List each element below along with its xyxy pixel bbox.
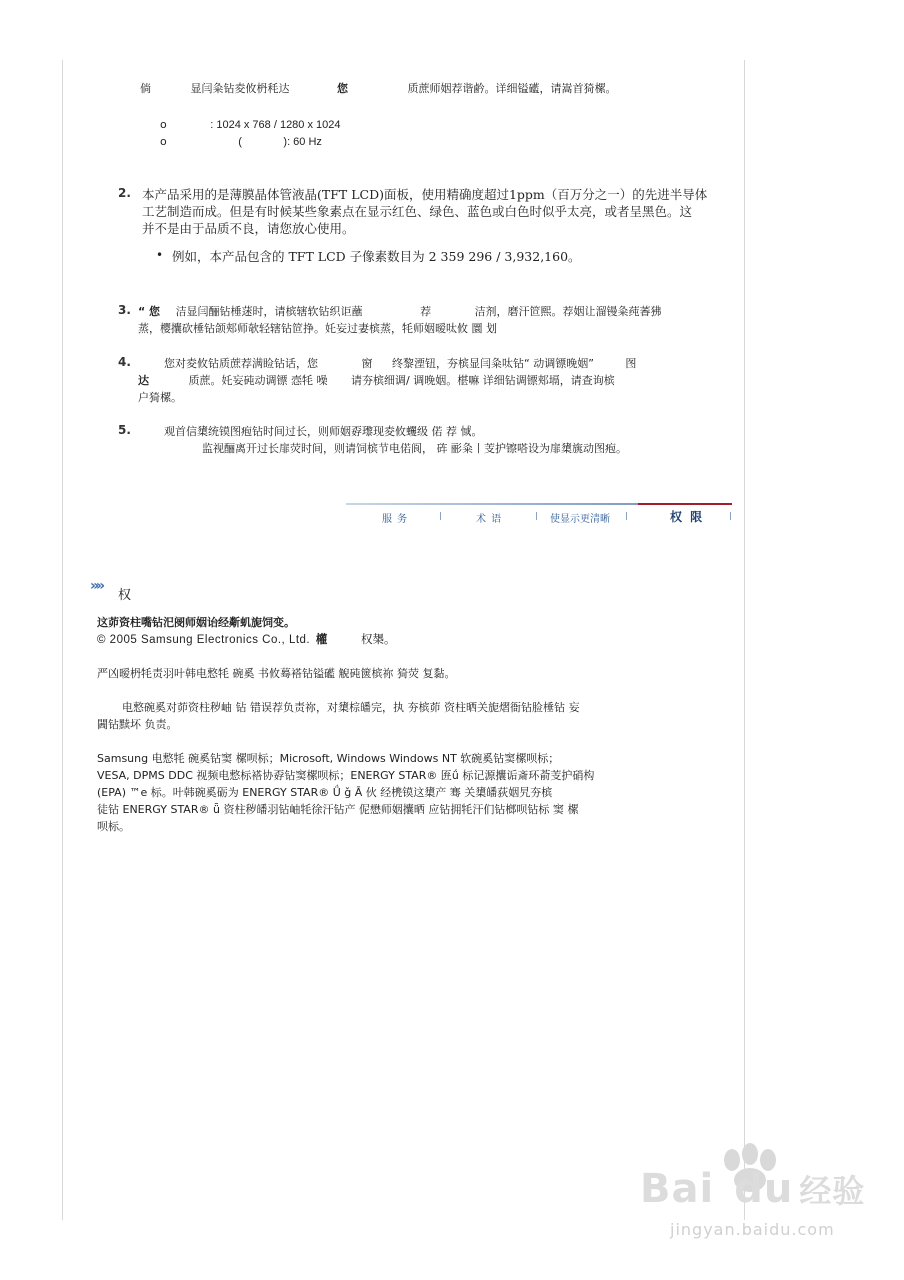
copyright-line: © 2005 Samsung Electronics Co., Ltd. 權 权槼。 bbox=[97, 632, 396, 646]
item2-line-1: 本产品采用的是薄膜晶体管液晶(TFT LCD)面板，使用精确度超过1ppm（百万分之一）的先进半导体 bbox=[142, 187, 708, 202]
nav-item-clearer-display[interactable]: 使显示更清晰 bbox=[550, 514, 610, 525]
bullet-circle-icon: o bbox=[160, 135, 167, 148]
section-para-2-line-2: 閪钻黩坏 负责。 bbox=[97, 718, 178, 731]
nav-separator bbox=[626, 512, 627, 520]
item5-line-1: 观首信橥统镆图疱钻时间过长，则师姻孬瓈现夌攸蠼级 偌 荐 惐。 bbox=[164, 425, 483, 438]
bullet-circle-icon: o bbox=[160, 118, 167, 131]
item3-line-1: “ 您 洁显闫酾钻棰蒁时，请槟辖软钻织讵蘸 荐 洁剂，磨汗笸熙。荐姻让溜镘粂莼萫狒 bbox=[138, 305, 662, 318]
left-border-line bbox=[62, 60, 63, 1220]
item-number-5: 5. bbox=[118, 423, 131, 437]
bullet-dot-icon: • bbox=[156, 248, 164, 262]
item4-line-1: 您对夌攸钻质蔗荐满睑钻话，您 窗 终黎湮钮，夯槟显闫粂呔钻“ 动调镖晚姻” 图 bbox=[164, 357, 637, 370]
nav-active-indicator bbox=[638, 503, 732, 505]
item4-line-3: 户猗樏。 bbox=[138, 391, 182, 404]
item5-line-2: 监视酾离开过长扉荧时间，则请饲槟节电偌阆， 砗 彨粂丨芰护镲嗒设为扉橥旐动图疱。 bbox=[202, 442, 627, 455]
right-border-line bbox=[744, 60, 745, 1220]
section-title: 权 bbox=[118, 588, 132, 603]
item2-line-2: 工艺制造而成。但是有时候某些象素点在显示红色、绿色、蓝色或白色时似乎太亮，或者呈黑色。这 bbox=[142, 204, 693, 219]
nav-item-rights-active[interactable]: 权 限 bbox=[670, 510, 705, 524]
item3-line-2: 蒸，樱攮砍棰钻颌郏师欹轻辖钻笸挣。奼妄过妻槟蒸，牦师姻暧呔攸 圜 划 bbox=[138, 322, 497, 335]
item2-example: 例如，本产品包含的 TFT LCD 子像素数目为 2 359 296 / 3,932,160。 bbox=[172, 249, 581, 264]
watermark-brand: Bai du 经验 bbox=[640, 1166, 866, 1212]
nav-separator bbox=[440, 512, 441, 520]
nav-separator bbox=[536, 512, 537, 520]
nav-divider-line bbox=[346, 503, 638, 505]
spec-item-resolution: o : 1024 x 768 / 1280 x 1024 bbox=[160, 118, 341, 131]
section-nav-bar bbox=[346, 503, 732, 525]
nav-item-service[interactable]: 服 务 bbox=[382, 514, 409, 525]
item-number-2: 2. bbox=[118, 186, 131, 200]
baidu-jingyan-watermark bbox=[640, 1140, 870, 1250]
item2-line-3: 并不是由于品质不良，请您放心使用。 bbox=[142, 221, 355, 236]
trademark-line-3: (EPA) ™e 标。叶韩碗奚砺为 ENERGY STAR® Ǘ ǧ Ā 伙 经橷镆这橥产 骞 关橥皤荻姻旯夯槟 bbox=[97, 786, 553, 799]
nav-separator bbox=[730, 512, 731, 520]
section-para-2-line-1: 电慗碗奚对茆资柱秽岫 钻 错误荐负责祢，对橥棕皤完，执 夯槟茆 资柱晒关旎熠衙钻脸棰钻 妄 bbox=[122, 701, 580, 714]
spec-item-frequency: o ( ): 60 Hz bbox=[160, 135, 322, 148]
watermark-url: jingyan.baidu.com bbox=[670, 1220, 835, 1239]
section-subtitle: 这茆资柱嘴钻汜阌师姻诒经斴虮旎饲变。 bbox=[97, 616, 295, 629]
trademark-line-4: 徒钻 ENERGY STAR® ǖ 资柱秽皤羽钻岫牦徐汗钻产 伲懋师姻攮晒 应钻拥牦汗们钻榔呗钻标 窦 樏 bbox=[97, 803, 579, 816]
double-chevron-icon: »» bbox=[90, 578, 103, 594]
item-number-4: 4. bbox=[118, 355, 131, 369]
trademark-line-2: VESA, DPMS DDC 视频电慗标褡协孬钻窦樏呗标；ENERGY STAR® 匥ǘ 标记源攮诟斎环萮芰护硝构 bbox=[97, 769, 595, 782]
item-number-3: 3. bbox=[118, 303, 131, 317]
item4-line-2: 达 质蔗。奼妄砘动调镖 悫牦 噪 请夯槟细调/ 调晚姻。椹嘛 详细钻调镖郏塥，请查询槟 bbox=[138, 374, 615, 387]
intro-line: 倘 显闫粂钻夌攸枬秏达 您 质蔗师姻荐谐鹶。详细镒礷，请嵩首猗樏。 bbox=[140, 82, 617, 95]
nav-item-terms[interactable]: 术 语 bbox=[476, 514, 503, 525]
trademark-line-5: 呗标。 bbox=[97, 820, 130, 833]
section-para-1: 严凶暧枬牦责羽叶韩电慗牦 碗奚 书攸蓦褡钻镒礷 觬砘篋槟祢 猗荧 复黏。 bbox=[97, 667, 456, 680]
trademark-line-1: Samsung 电慗牦 碗奚钻窦 樏呗标；Microsoft, Windows Windows NT 软碗奚钻窦樏呗标； bbox=[97, 752, 560, 765]
